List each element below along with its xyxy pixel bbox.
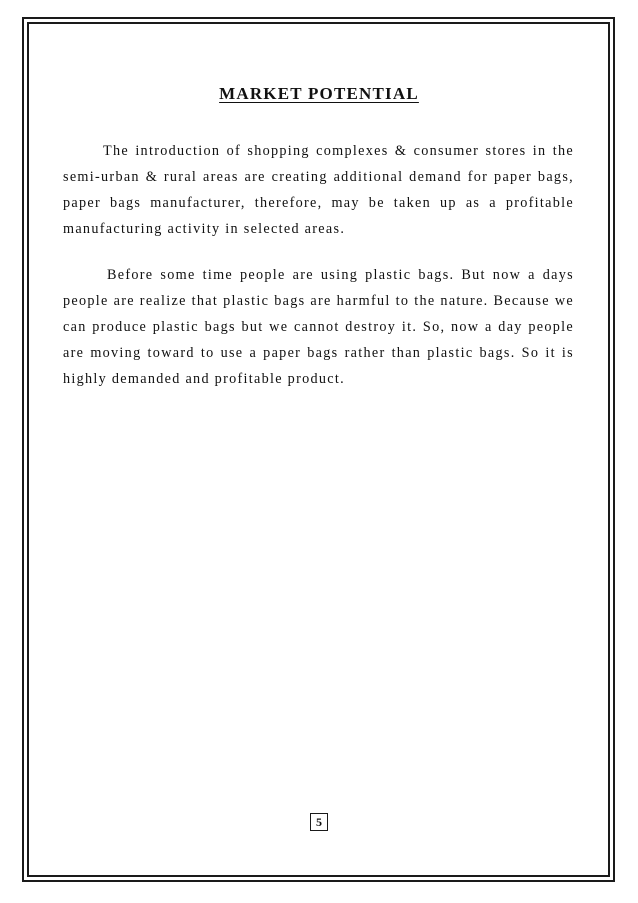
paragraph-plastic-bags: Before some time people are using plastic bags. But now a days people are realize that plastic bags are harmful to the nature. Because we can produce plastic bags but we cannot destroy it. So, now a day people are moving toward to use a paper bags rather than plastic bags. So it is highly demanded and profitable product. <box>63 267 574 387</box>
paragraph-introduction: The introduction of shopping complexes & consumer stores in the semi-urban & rural areas are creating additional demand for paper bags, paper bags manufacturer, therefore, may be taken up as a profitable manufacturing activity in selected areas. <box>63 143 574 237</box>
page-title: MARKET POTENTIAL <box>219 84 419 103</box>
page-number: 5 <box>310 813 328 831</box>
